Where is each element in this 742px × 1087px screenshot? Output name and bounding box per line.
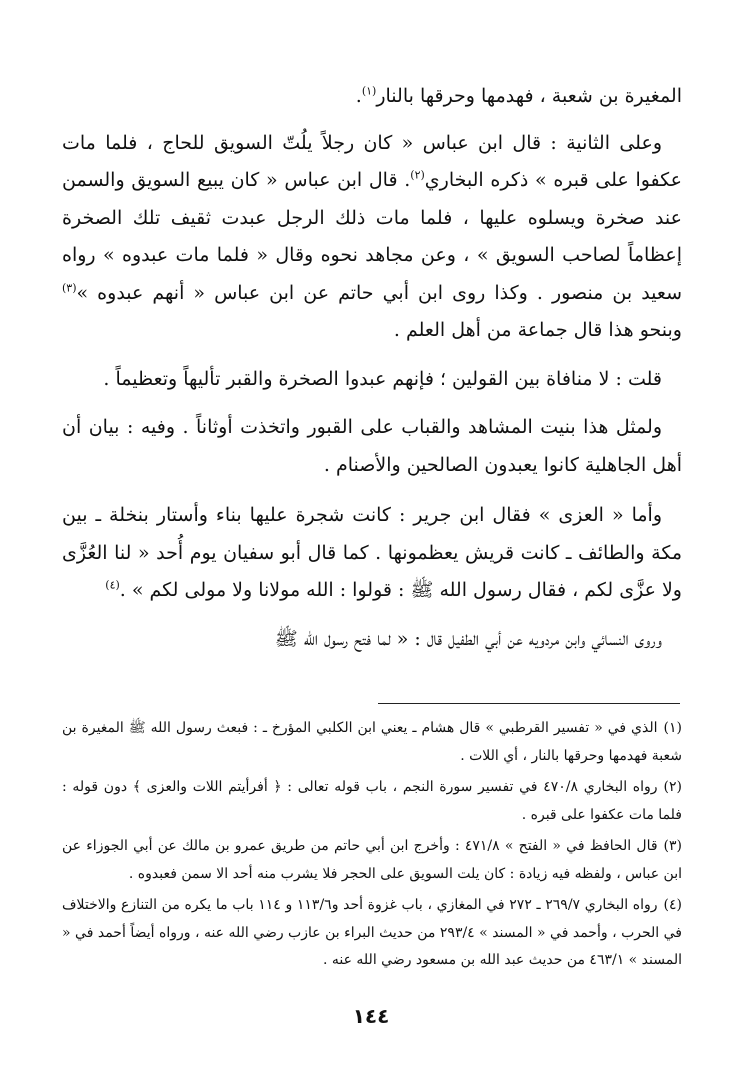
footnote-number: (١) — [663, 720, 682, 736]
footnotes — [62, 715, 682, 979]
footnote-ref-1: (١) — [361, 84, 377, 98]
footnote-text: رواه البخاري ٤٧٠/٨ في تفسير سورة النجم ، باب قوله تعالى : ﴿ أفرأيتم اللات والعزى ﴾ دون قوله : فلما مات عكفوا على قبره . — [62, 779, 682, 823]
paragraph-6: وروى النسائي وابن مردويه عن أبي الطفيل قال : « لما فتح رسول الله ﷺ — [274, 627, 662, 650]
paragraph-5 — [62, 497, 682, 610]
page-number: ١٤٤ — [352, 1004, 390, 1028]
paragraph-2-text-a: وعلى الثانية : قال ابن عباس « كان رجلاً يلُتّ السويق للحاج ، فلما مات عكفوا على قبره » ذكره البخاري — [62, 131, 682, 191]
paragraph-3: قلت : لا منافاة بين القولين ؛ فإنهم عبدوا الصخرة والقبر تأليهاً وتعظيماً . — [103, 367, 662, 390]
footnote-text: الذي في « تفسير القرطبي » قال هشام ـ يعني ابن الكلبي المؤرخ ـ : فبعث رسول الله ﷺ المغيرة بن شعبة فهدمها وحرقها بالنار ، أي اللات . — [62, 720, 682, 764]
footnote-number: (٤) — [663, 897, 682, 913]
paragraph-1-end: . — [355, 85, 362, 107]
footnote-1 — [62, 715, 682, 770]
footnote-3 — [62, 833, 682, 888]
footnote-ref-4: (٤) — [105, 578, 120, 592]
footnote-number: (٣) — [663, 838, 682, 854]
footnote-text: رواه البخاري ٢٦٩/٧ ـ ٢٧٢ في المغازي ، باب غزوة أحد و١١٣/٦ و ١١٤ باب ما يكره من التنازع والاختلاف في الحرب ، وأحمد في « المسند » ٢٩٣/٤ من حديث البراء بن عازب رضي الله عنه ، ورواه أيضاً أحمد في « المسند » ٤٦٣/١ من حديث عبد الله بن مسعود رضي الله عنه . — [62, 897, 682, 968]
paragraph-2-text-b: . قال ابن عباس « كان يبيع السويق والسمن عند صخرة ويسلوه عليها ، فلما مات ذلك الرجل عبدت ثقيف تلك الصخرة إعظاماً لصاحب السويق » ، وعن مجاهد نحوه وقال « فلما مات عبدوه » رواه سعيد بن منصور . وكذا روى ابن أبي حاتم عن ابن عباس « أنهم عبدوه » — [62, 169, 682, 304]
footnote-2 — [62, 774, 682, 829]
paragraph-2-text-c: وبنحو هذا قال جماعة من أهل العلم . — [393, 319, 682, 341]
footnote-separator — [378, 703, 680, 704]
paragraph-2 — [62, 125, 682, 350]
footnote-4 — [62, 892, 682, 975]
footnote-text: قال الحافظ في « الفتح » ٤٧١/٨ : وأخرج ابن أبي حاتم من طريق عمرو بن مالك عن أبي الجوزاء عن ابن عباس ، ولفظه فيه زيادة : كان يلت السويق على الحجر فلا يشرب منه أحد الا سمن فعبدوه . — [62, 838, 682, 882]
paragraph-1 — [62, 78, 682, 116]
paragraph-1-text: المغيرة بن شعبة ، فهدمها وحرقها بالنار — [376, 85, 682, 107]
footnote-number: (٢) — [663, 779, 682, 795]
main-text — [62, 78, 682, 658]
paragraph-5-text: وأما « العزى » فقال ابن جرير : كانت شجرة عليها بناء وأستار بنخلة ـ بين مكة والطائف ـ كانت قريش يعظمونها . كما قال أبو سفيان يوم أُحد « لنا العُزَّى ولا عزَّى لكم ، فقال رسول الله ﷺ : قولوا : الله مولانا ولا مولى لكم » . — [62, 504, 682, 601]
paragraph-4: ولمثل هذا بنيت المشاهد والقباب على القبور واتخذت أوثاناً . وفيه : بيان أن أهل الجاهلية كانوا يعبدون الصالحين والأصنام . — [62, 416, 682, 476]
footnote-ref-2: (٢) — [410, 168, 425, 182]
footnote-ref-3: (٣) — [62, 281, 77, 295]
